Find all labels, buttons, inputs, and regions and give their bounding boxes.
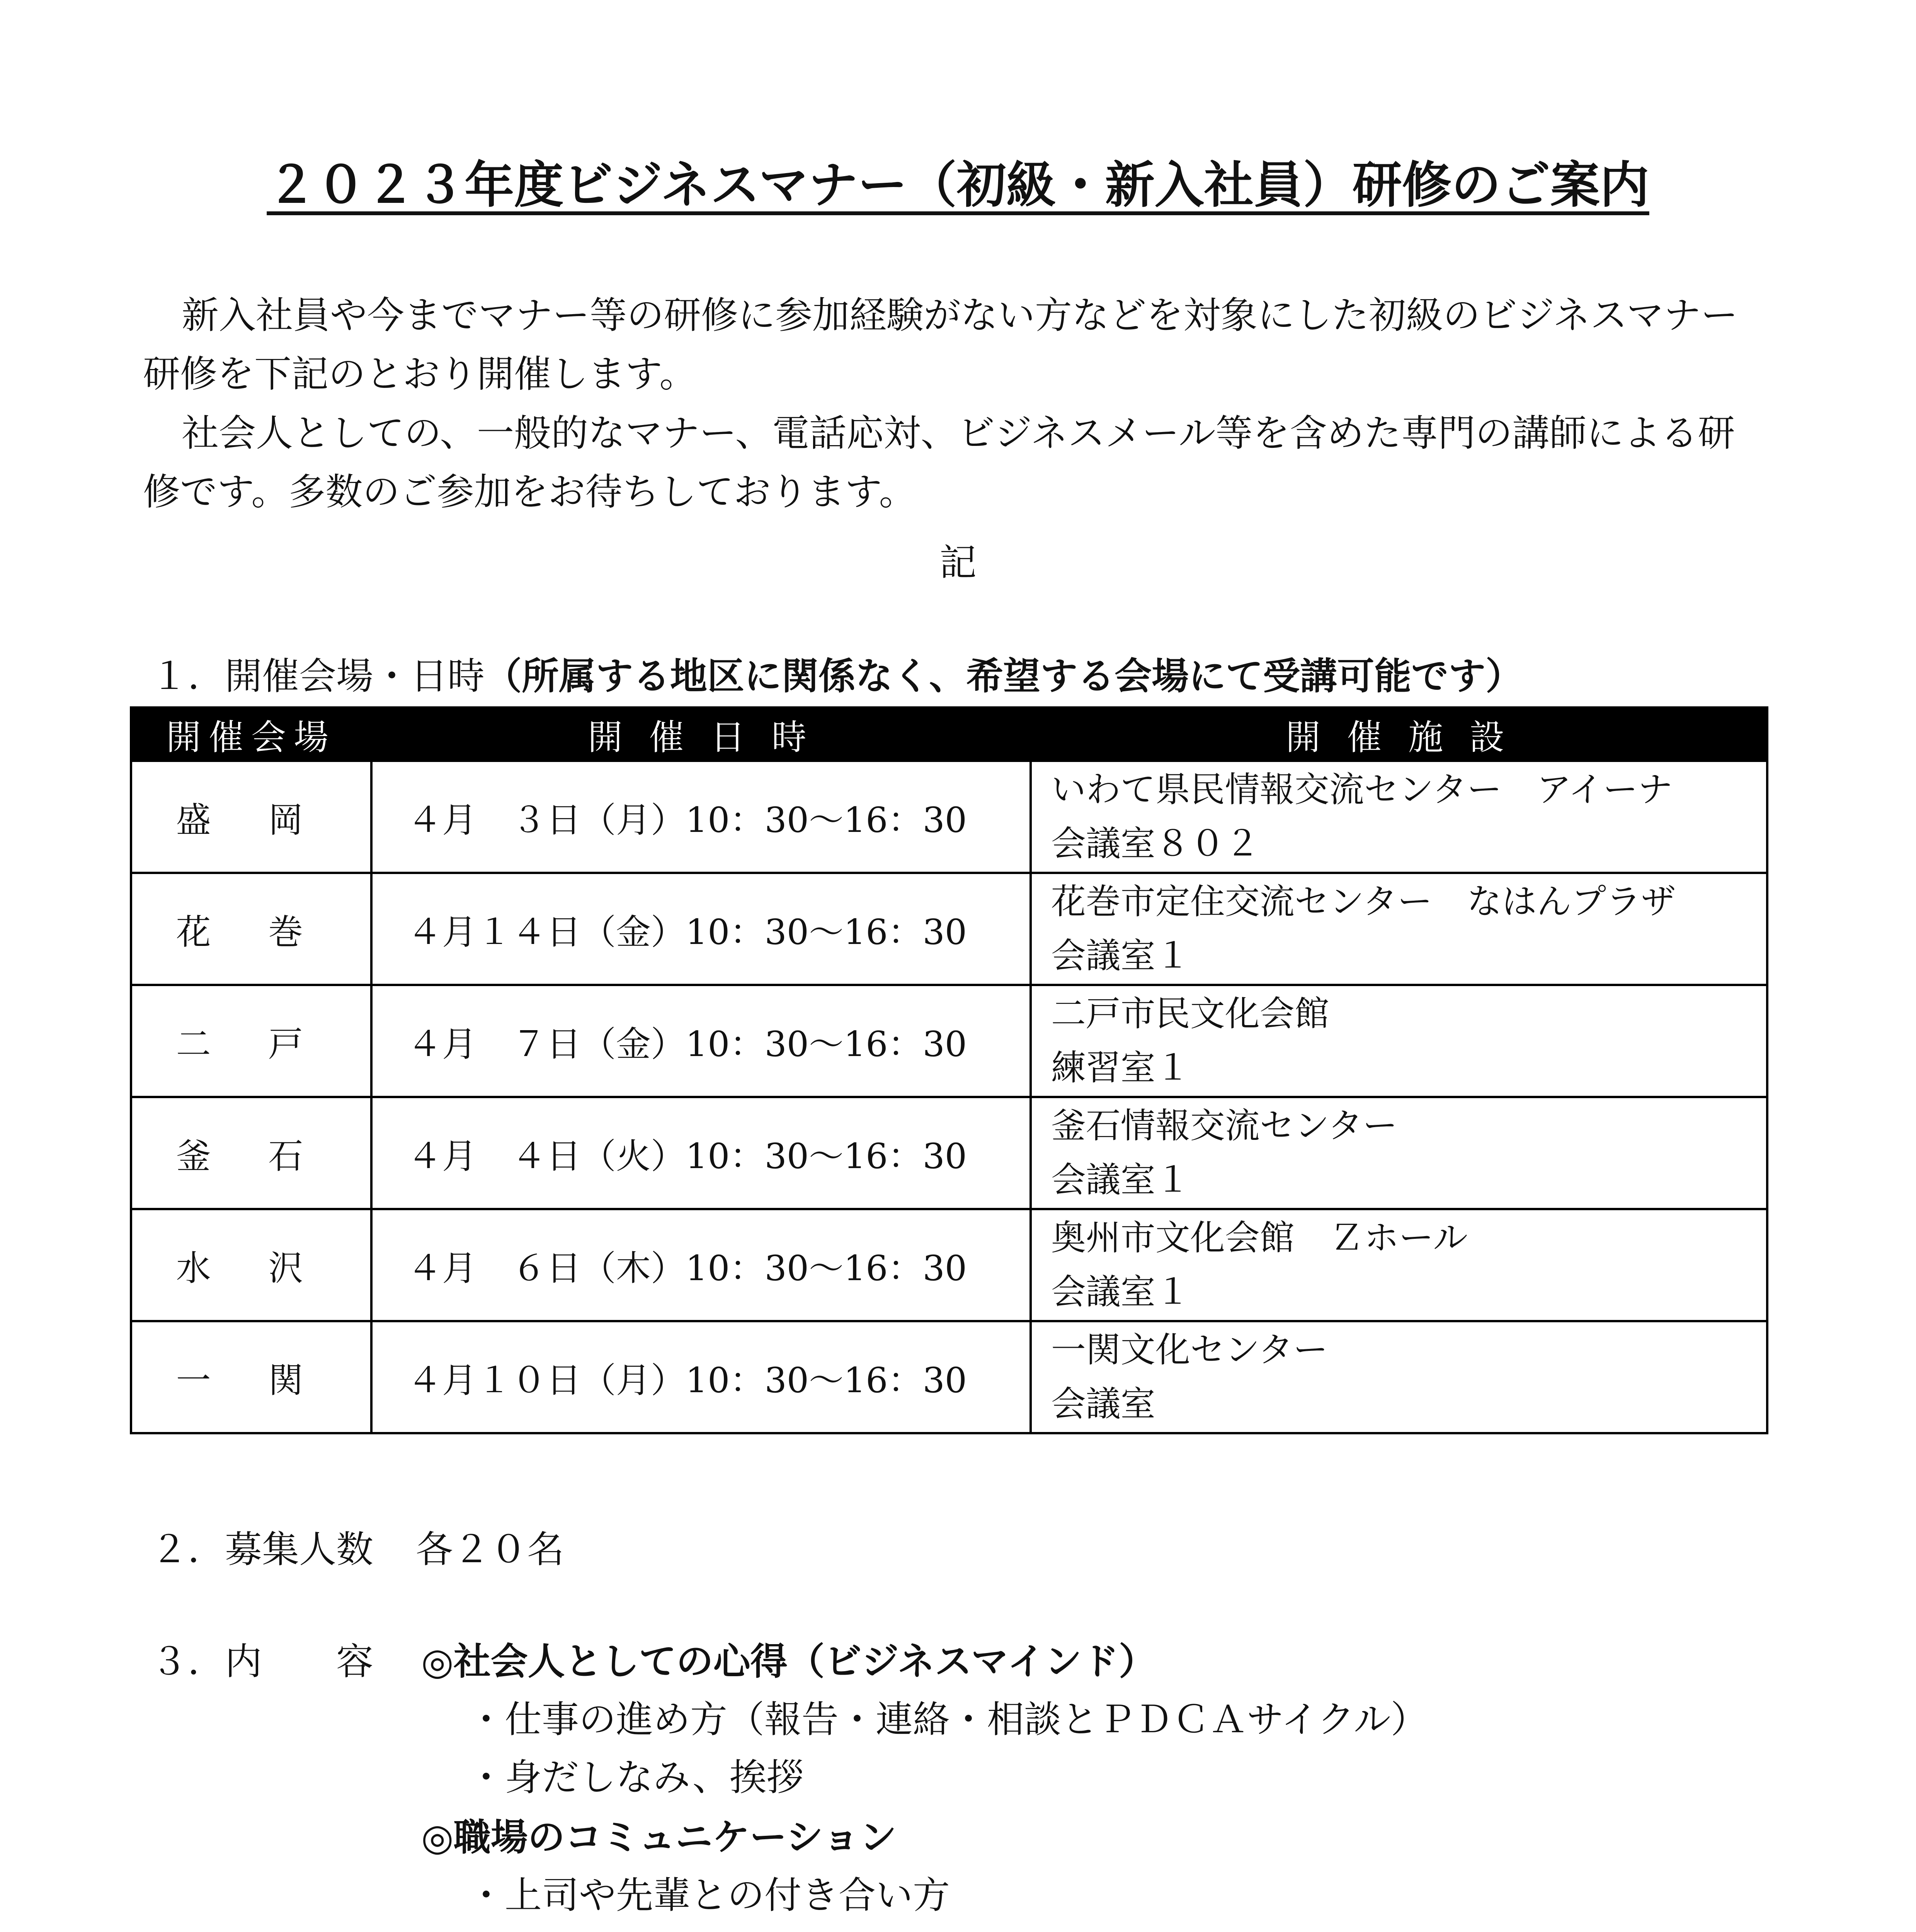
venue-cell: 花 巻 — [131, 873, 371, 985]
date-cell: ４月 ７日（金）10：30～16：30 — [371, 985, 1031, 1097]
facility-room: 会議室１ — [1051, 1272, 1190, 1312]
date-cell: ４月１４日（金）10：30～16：30 — [371, 873, 1031, 985]
header-venue: 開催会場 — [131, 707, 371, 761]
venue-cell: 二 戸 — [131, 985, 371, 1097]
facility-name: 一関文化センター — [1051, 1330, 1328, 1370]
topic-item: ・仕事の進め方（報告・連絡・相談とＰＤＣＡサイクル） — [468, 1698, 1428, 1741]
topic-item: ・上司や先輩との付き合い方 — [468, 1874, 950, 1917]
header-facility: 開 催 施 設 — [1031, 707, 1767, 761]
section3-label: ３．内 容 — [151, 1640, 373, 1683]
facility-cell — [1031, 873, 1767, 985]
venue-cell: 盛 岡 — [131, 761, 371, 873]
facility-cell — [1031, 761, 1767, 873]
table-row — [131, 1097, 1767, 1209]
facility-name: 奥州市文化会館 Ｚホール — [1051, 1218, 1468, 1258]
table-row — [131, 1321, 1767, 1433]
section2-heading — [151, 1526, 564, 1573]
intro-paragraph-2: 社会人としての、一般的なマナー、電話応対、ビジネスメール等を含めた専門の講師による研修です。多数のご参加をお待ちしております。 — [143, 412, 1735, 514]
facility-name: 花巻市定住交流センター なはんプラザ — [1051, 881, 1676, 922]
topic-heading: ◎社会人としての心得（ビジネスマインド） — [421, 1640, 1156, 1683]
header-date: 開 催 日 時 — [371, 707, 1031, 761]
facility-name: いわて県民情報交流センター アイーナ — [1051, 769, 1673, 810]
date-cell: ４月 ６日（木）10：30～16：30 — [371, 1209, 1031, 1321]
section1-note: （所属する地区に関係なく、希望する会場にて受講可能です） — [485, 655, 1523, 698]
facility-name: 二戸市民文化会館 — [1051, 993, 1329, 1034]
section1-label: １．開催会場・日時 — [151, 655, 485, 698]
facility-cell — [1031, 1097, 1767, 1209]
topic-heading: ◎職場のコミュニケーション — [421, 1816, 897, 1859]
table-row — [131, 761, 1767, 873]
topic-item: ・身だしなみ、挨拶 — [468, 1756, 804, 1799]
section2-value: 各２０名 — [416, 1528, 564, 1571]
facility-room: 会議室 — [1051, 1384, 1155, 1424]
venue-cell: 一 関 — [131, 1321, 371, 1433]
table-row — [131, 873, 1767, 985]
section1-heading — [151, 653, 1523, 699]
venue-table — [130, 706, 1768, 1434]
facility-cell — [1031, 985, 1767, 1097]
section2-label: ２．募集人数 — [151, 1528, 373, 1571]
page-title: ２０２３年度ビジネスマナー（初級・新入社員）研修のご案内 — [267, 156, 1649, 214]
date-cell: ４月 ３日（月）10：30～16：30 — [371, 761, 1031, 873]
date-cell: ４月１０日（月）10：30～16：30 — [371, 1321, 1031, 1433]
facility-room: 会議室１ — [1051, 935, 1190, 976]
facility-name: 釜石情報交流センター — [1051, 1105, 1398, 1146]
facility-cell — [1031, 1321, 1767, 1433]
intro-paragraph-1: 新入社員や今までマナー等の研修に参加経験がない方などを対象にした初級のビジネスマナー研修を下記のとおり開催します。 — [143, 294, 1738, 396]
facility-cell — [1031, 1209, 1767, 1321]
topic-item — [468, 1930, 764, 1932]
table-row — [131, 985, 1767, 1097]
facility-room: 会議室１ — [1051, 1160, 1190, 1200]
facility-room: 練習室１ — [1051, 1048, 1190, 1088]
facility-room: 会議室８０２ — [1051, 823, 1260, 864]
venue-cell: 釜 石 — [131, 1097, 371, 1209]
ki-marker: 記 — [939, 541, 977, 584]
venue-cell: 水 沢 — [131, 1209, 371, 1321]
venue-table-header — [131, 707, 1767, 761]
date-cell: ４月 ４日（火）10：30～16：30 — [371, 1097, 1031, 1209]
table-row — [131, 1209, 1767, 1321]
